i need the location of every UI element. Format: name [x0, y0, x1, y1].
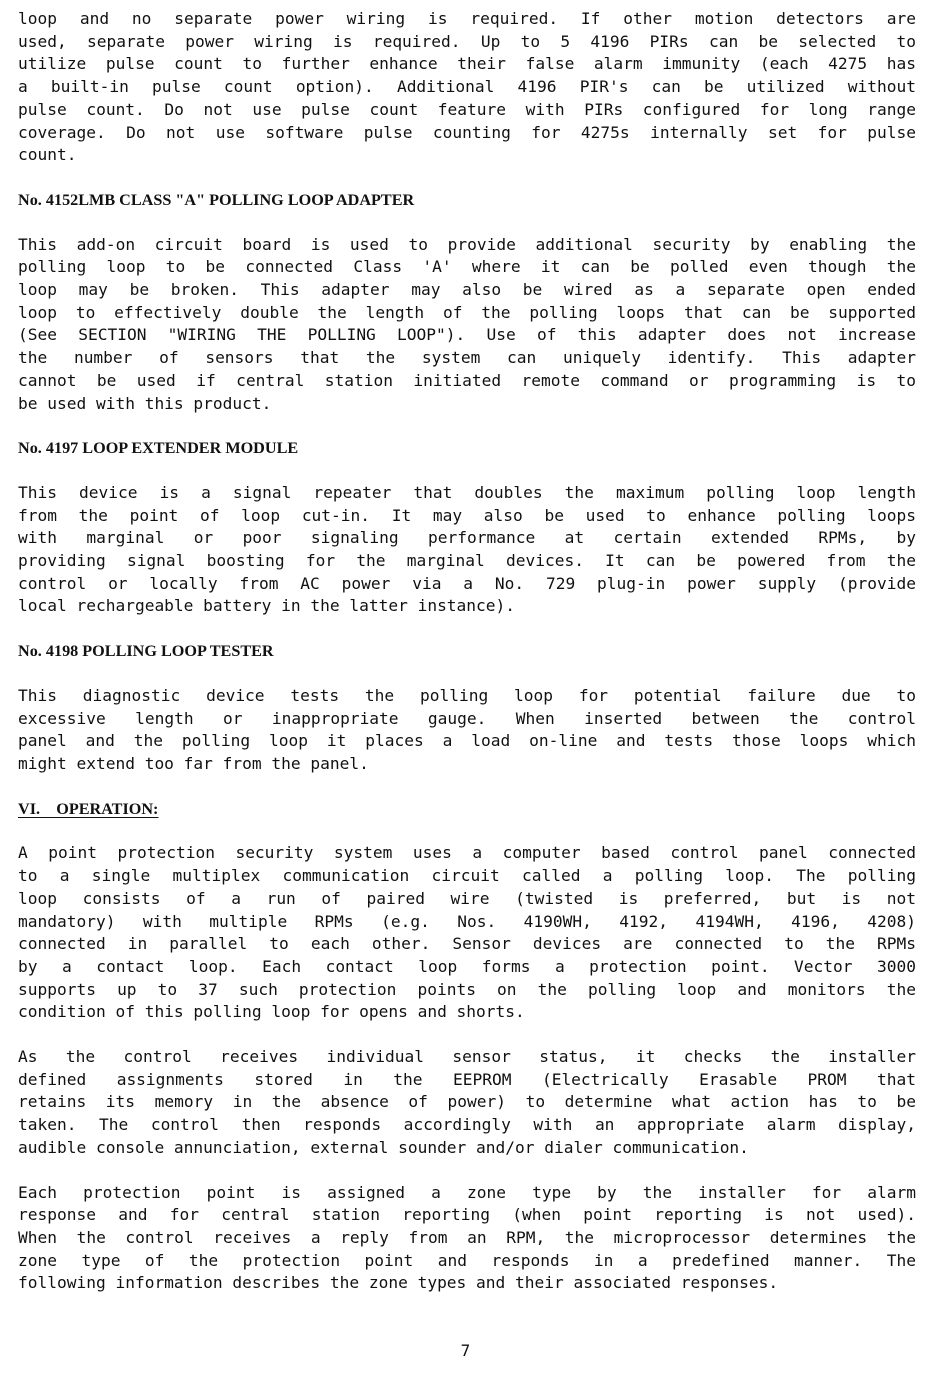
text-line: When the control receives a reply from an RPM, the microprocessor determines the — [18, 1227, 916, 1247]
text-line: This diagnostic device tests the polling loop for potential failure due to — [18, 685, 916, 705]
text-line: defined assignments stored in the EEPROM (Electrically Erasable PROM that — [18, 1069, 916, 1089]
section-body-4198 — [18, 685, 916, 776]
text-line: coverage. Do not use software pulse counting for 4275s internally set for pulse — [18, 122, 916, 142]
section-heading-4152lmb: No. 4152LMB CLASS "A" POLLING LOOP ADAPTER — [18, 190, 415, 209]
section-body-4152lmb — [18, 234, 916, 416]
text-line: used, separate power wiring is required. Up to 5 4196 PIRs can be selected to — [18, 31, 916, 51]
text-line: count. — [18, 145, 77, 165]
text-line: taken. The control then responds accordingly with an appropriate alarm display, — [18, 1115, 916, 1135]
section-body-4197 — [18, 482, 916, 618]
text-line: following information describes the zone types and their associated responses. — [18, 1273, 779, 1293]
text-line: loop consists of a run of paired wire (twisted is preferred, but is not — [18, 888, 916, 908]
section-heading-4197: No. 4197 LOOP EXTENDER MODULE — [18, 439, 299, 458]
operation-paragraph-1 — [18, 842, 916, 1024]
text-line: audible console annunciation, external sounder and/or dialer communication. — [18, 1137, 749, 1157]
text-line: polling loop to be connected Class 'A' where it can be polled even though the — [18, 257, 916, 277]
text-line: As the control receives individual sensor status, it checks the installer — [18, 1047, 916, 1067]
text-line: mandatory) with multiple RPMs (e.g. Nos. 4190WH, 4192, 4194WH, 4196, 4208) — [18, 911, 916, 931]
text-line: to a single multiplex communication circuit called a polling loop. The polling — [18, 866, 916, 886]
text-line: utilize pulse count to further enhance their false alarm immunity (each 4275 has — [18, 54, 916, 74]
text-line: connected in parallel to each other. Sensor devices are connected to the RPMs — [18, 934, 916, 954]
text-line: zone type of the protection point and responds in a predefined manner. The — [18, 1250, 916, 1270]
text-line: from the point of loop cut-in. It may also be used to enhance polling loops — [18, 505, 916, 525]
text-line: local rechargeable battery in the latter instance). — [18, 596, 516, 616]
text-line: pulse count. Do not use pulse count feature with PIRs configured for long range — [18, 99, 916, 119]
operation-heading: VI. OPERATION: — [18, 799, 159, 818]
text-line: by a contact loop. Each contact loop forms a protection point. Vector 3000 — [18, 956, 916, 976]
text-line: providing signal boosting for the marginal devices. It can be powered from the — [18, 551, 916, 571]
text-line: supports up to 37 such protection points on the polling loop and monitors the — [18, 979, 916, 999]
page-number: 7 — [460, 1341, 471, 1360]
text-line: retains its memory in the absence of power) to determine what action has to be — [18, 1092, 916, 1112]
text-line: Each protection point is assigned a zone type by the installer for alarm — [18, 1182, 916, 1202]
text-line: control or locally from AC power via a No. 729 plug-in power supply (provide — [18, 573, 916, 593]
text-line: panel and the polling loop it places a load on-line and tests those loops which — [18, 731, 916, 751]
text-line: A point protection security system uses a computer based control panel connected — [18, 843, 916, 863]
operation-paragraph-2 — [18, 1046, 916, 1160]
text-line: with marginal or poor signaling performance at certain extended RPMs, by — [18, 528, 916, 548]
operation-paragraph-3 — [18, 1182, 916, 1296]
text-line: cannot be used if central station initiated remote command or programming is to — [18, 370, 916, 390]
text-line: a built-in pulse count option). Additional 4196 PIR's can be utilized without — [18, 77, 916, 97]
intro-paragraph — [18, 8, 916, 167]
text-line: loop to effectively double the length of the polling loops that can be supported — [18, 302, 916, 322]
text-line: condition of this polling loop for opens and shorts. — [18, 1002, 525, 1022]
text-line: excessive length or inappropriate gauge. When inserted between the control — [18, 708, 916, 728]
text-line: (See SECTION "WIRING THE POLLING LOOP"). Use of this adapter does not increase — [18, 325, 916, 345]
text-line: be used with this product. — [18, 393, 272, 413]
document-page — [18, 8, 916, 1295]
text-line: response and for central station reporting (when point reporting is not used). — [18, 1205, 916, 1225]
section-heading-4198: No. 4198 POLLING LOOP TESTER — [18, 642, 274, 661]
text-line: might extend too far from the panel. — [18, 753, 369, 773]
text-line: loop and no separate power wiring is required. If other motion detectors are — [18, 9, 916, 28]
text-line: the number of sensors that the system can uniquely identify. This adapter — [18, 348, 916, 368]
text-line: loop may be broken. This adapter may also be wired as a separate open ended — [18, 280, 916, 300]
text-line: This add-on circuit board is used to provide additional security by enabling the — [18, 234, 916, 254]
text-line: This device is a signal repeater that doubles the maximum polling loop length — [18, 482, 916, 502]
